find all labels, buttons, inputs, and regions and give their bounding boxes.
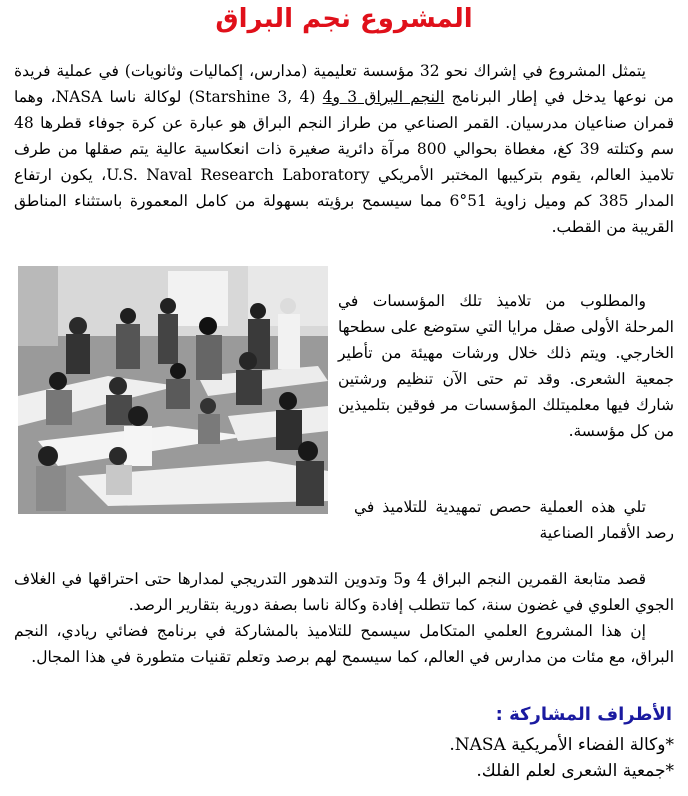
partner-item-nasa: *وكالة الفضاء الأمريكية NASA.: [449, 735, 674, 755]
program-name-underlined: النجم البراق 3 و4: [322, 88, 445, 106]
tracking-text: قصد متابعة القمرين النجم البراق 4 و5 وتدوين التدهور التدريجي لمدارها حتى احتراقها في الغلاف الجوي العلوي في غضون سنة، كما تتطلب إفادة وكالة ناسا بصفة دورية بتقارير الرصد.: [14, 570, 674, 614]
students-paragraph: [338, 288, 674, 444]
intro-text-1: يتمثل المشروع في إشراك نحو 32 مؤسسة تعليمية (مدارس، إكماليات وثانويات) في عملية فريدة من نوعها يدخل في إطار البرنامج: [14, 62, 674, 106]
partner-item-sirius: *جمعية الشعرى لعلم الفلك.: [476, 761, 674, 781]
page-title: المشروع نجم البراق: [215, 4, 473, 34]
partners-heading: الأطراف المشاركة :: [495, 704, 672, 725]
training-paragraph: [354, 494, 674, 546]
tracking-paragraph: [14, 566, 674, 670]
goal-text: إن هذا المشروع العلمي المتكامل سيسمح للتلاميذ بالمشاركة في برنامج فضائي ريادي، النجم البراق، مع مئات من مدارس في العالم، كما سيسمح لهم برصد وتعلم تقنيات متطورة في هذا المجال.: [14, 622, 674, 666]
partners-list: [449, 732, 674, 784]
classroom-photo: [18, 266, 328, 514]
intro-text-2: (Starshine 3, 4) لوكالة ناسا NASA، وهما قمران صناعيان مدرسيان. القمر الصناعي من طراز النجم البراق هو عبارة عن كرة جوفاء قطرها 48 سم وكتلته 39 كغ، مغطاة بحوالي 800 مرآة دائرية صغيرة ذات انعكاسية عالية يتم صقلها من طرف تلاميذ العالم، يقوم بتركيبها المختبر الأمريكي U.S. Naval Research Laboratory، يكون ارتفاع المدار 385 كم وميل زاوية 51°6 مما سيسمح برؤيته بسهولة من كامل المعمورة باستثناء المناطق القريبة من القطب.: [14, 88, 674, 236]
classroom-photo-image: [18, 266, 328, 514]
intro-paragraph: [14, 58, 674, 240]
students-text: والمطلوب من تلاميذ تلك المؤسسات في المرحلة الأولى صقل مرايا التي ستوضع على سطحها الخارجي. ويتم ذلك خلال ورشات مهيئة من تأطير جمعية الشعرى. وقد تم حتى الآن تنظيم ورشتين شارك فيها معلميتلك المؤسسات مر فوقين بتلميذين من كل مؤسسة.: [338, 292, 674, 440]
training-text: تلي هذه العملية حصص تمهيدية للتلاميذ في رصد الأقمار الصناعية: [354, 498, 674, 542]
